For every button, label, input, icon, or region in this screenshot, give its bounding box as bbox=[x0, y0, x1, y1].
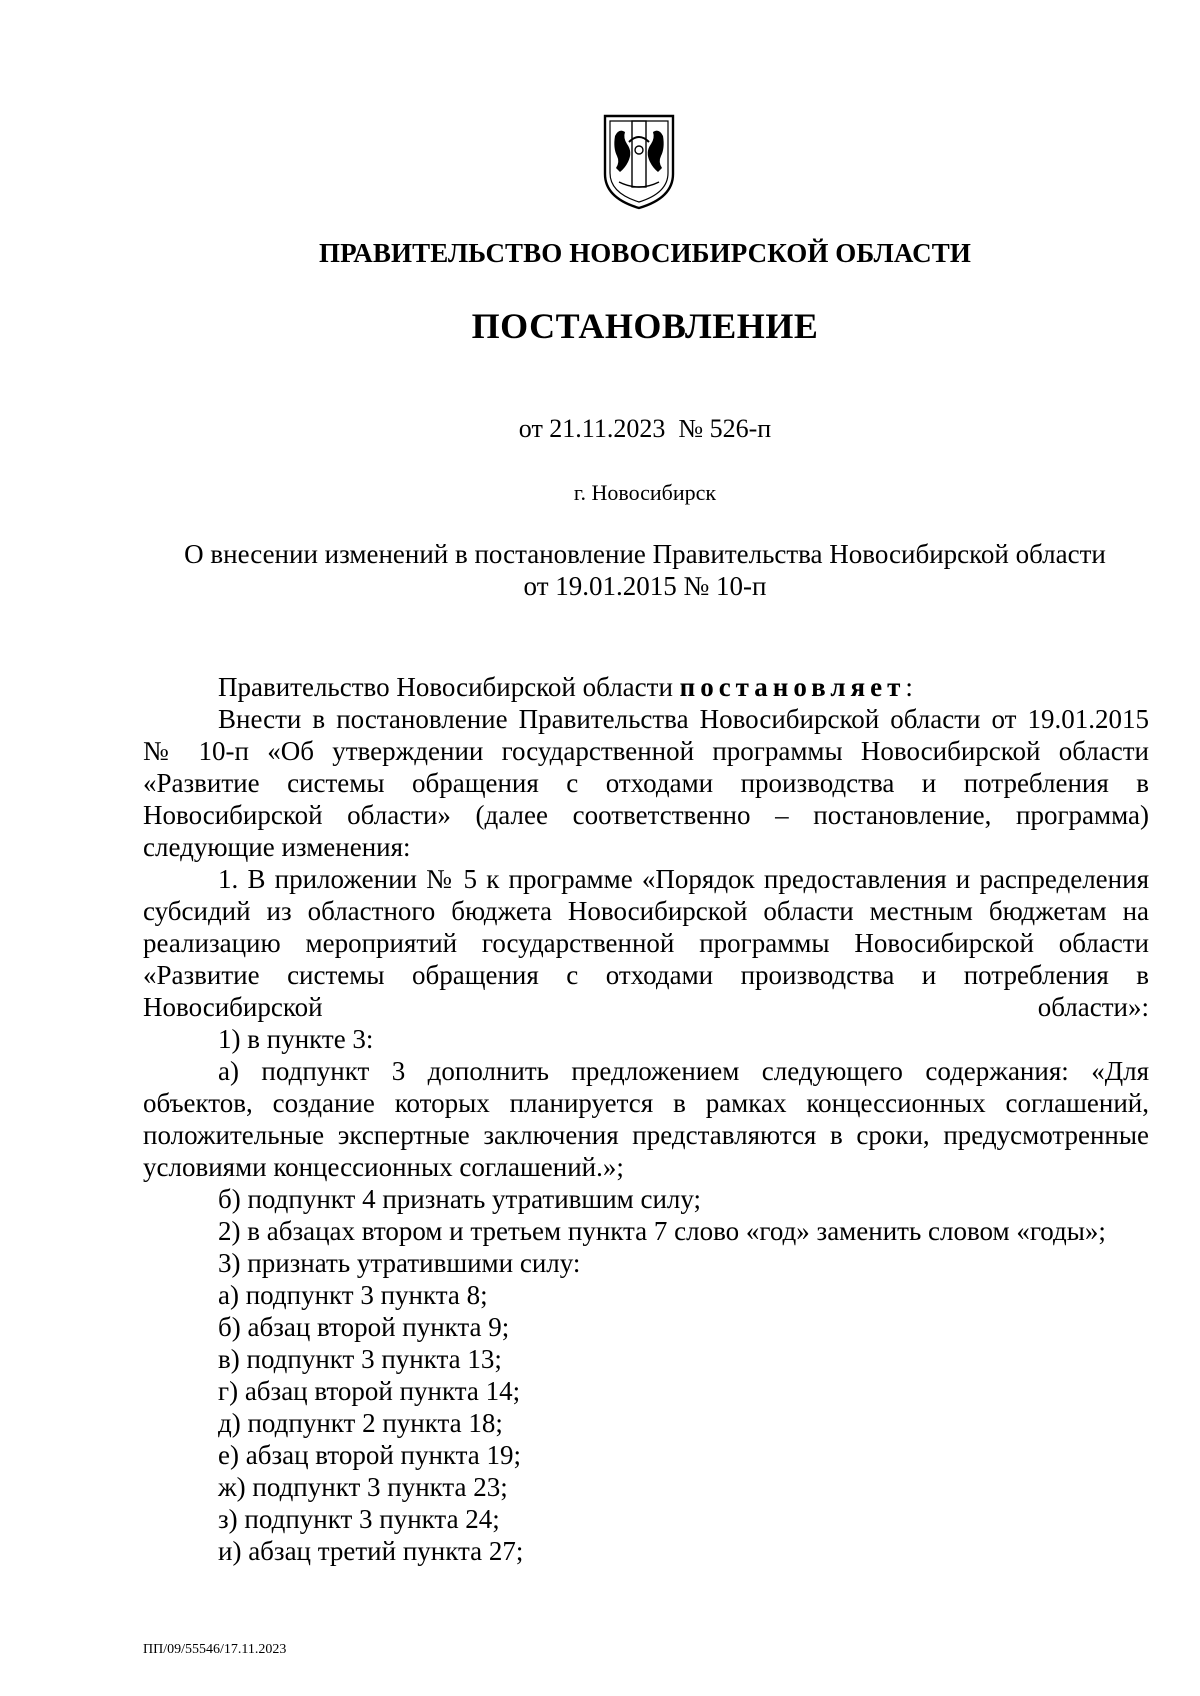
list-item: д) подпункт 2 пункта 18; bbox=[218, 1408, 503, 1438]
paragraph-subpoint-a: а) подпункт 3 дополнить предложением следующего содержания: «Для объектов, создание которых планируется в рамках концессионных соглашений, положительные экспертные заключения представляются в сроки, предусмотренные условиями концессионных соглашений.»; bbox=[143, 1056, 1149, 1182]
document-footer-code: ПП/09/55546/17.11.2023 bbox=[143, 1642, 287, 1657]
list-item: и) абзац третий пункта 27; bbox=[218, 1536, 524, 1566]
document-body bbox=[143, 671, 1149, 1567]
list-item: а) подпункт 3 пункта 8; bbox=[218, 1280, 488, 1310]
paragraph-subpoint-b: б) подпункт 4 признать утратившим силу; bbox=[218, 1184, 702, 1214]
list-item: в) подпункт 3 пункта 13; bbox=[218, 1344, 502, 1374]
list-item: б) абзац второй пункта 9; bbox=[218, 1312, 510, 1342]
intro-suffix: : bbox=[905, 672, 913, 702]
paragraph-amend: Внести в постановление Правительства Новосибирской области от 19.01.2015 № 10-п «Об утверждении государственной программы Новосибирской области «Развитие системы обращения с отходами производства и потребления в Новосибирской области» (далее соответственно – постановление, программа) следующие изменения: bbox=[143, 704, 1149, 862]
list-item: ж) подпункт 3 пункта 23; bbox=[218, 1472, 508, 1502]
document-city: г. Новосибирск bbox=[573, 480, 717, 505]
intro-prefix: Правительство Новосибирской области bbox=[218, 672, 680, 702]
document-subject bbox=[140, 538, 1150, 602]
novosibirsk-coat-of-arms-icon bbox=[601, 112, 677, 212]
intro-paragraph bbox=[143, 671, 1149, 703]
document-type: ПОСТАНОВЛЕНИЕ bbox=[471, 306, 819, 346]
paragraph-appendix-5: 1. В приложении № 5 к программе «Порядок предоставления и распределения субсидий из областного бюджета Новосибирской области местным бюджетам на реализацию мероприятий государственной программы Новосибирской области «Развитие системы обращения с отходами производства и потребления в Новосибирской области»: bbox=[143, 864, 1149, 1022]
list-item: з) подпункт 3 пункта 24; bbox=[218, 1504, 500, 1534]
intro-resolves: постановляет bbox=[679, 672, 906, 702]
document-date-number: от 21.11.2023 № 526-п bbox=[518, 414, 772, 443]
paragraph-invalidate: 3) признать утратившими силу: bbox=[218, 1248, 581, 1278]
government-title: ПРАВИТЕЛЬСТВО НОВОСИБИРСКОЙ ОБЛАСТИ bbox=[319, 238, 971, 268]
paragraph-point-3: 1) в пункте 3: bbox=[218, 1024, 374, 1054]
subject-line-1: О внесении изменений в постановление Правительства Новосибирской области bbox=[184, 539, 1106, 569]
list-item: г) абзац второй пункта 14; bbox=[218, 1376, 521, 1406]
paragraph-point-7: 2) в абзацах втором и третьем пункта 7 слово «год» заменить словом «годы»; bbox=[218, 1216, 1106, 1246]
list-item: е) абзац второй пункта 19; bbox=[218, 1440, 522, 1470]
subject-line-2: от 19.01.2015 № 10-п bbox=[523, 571, 767, 601]
